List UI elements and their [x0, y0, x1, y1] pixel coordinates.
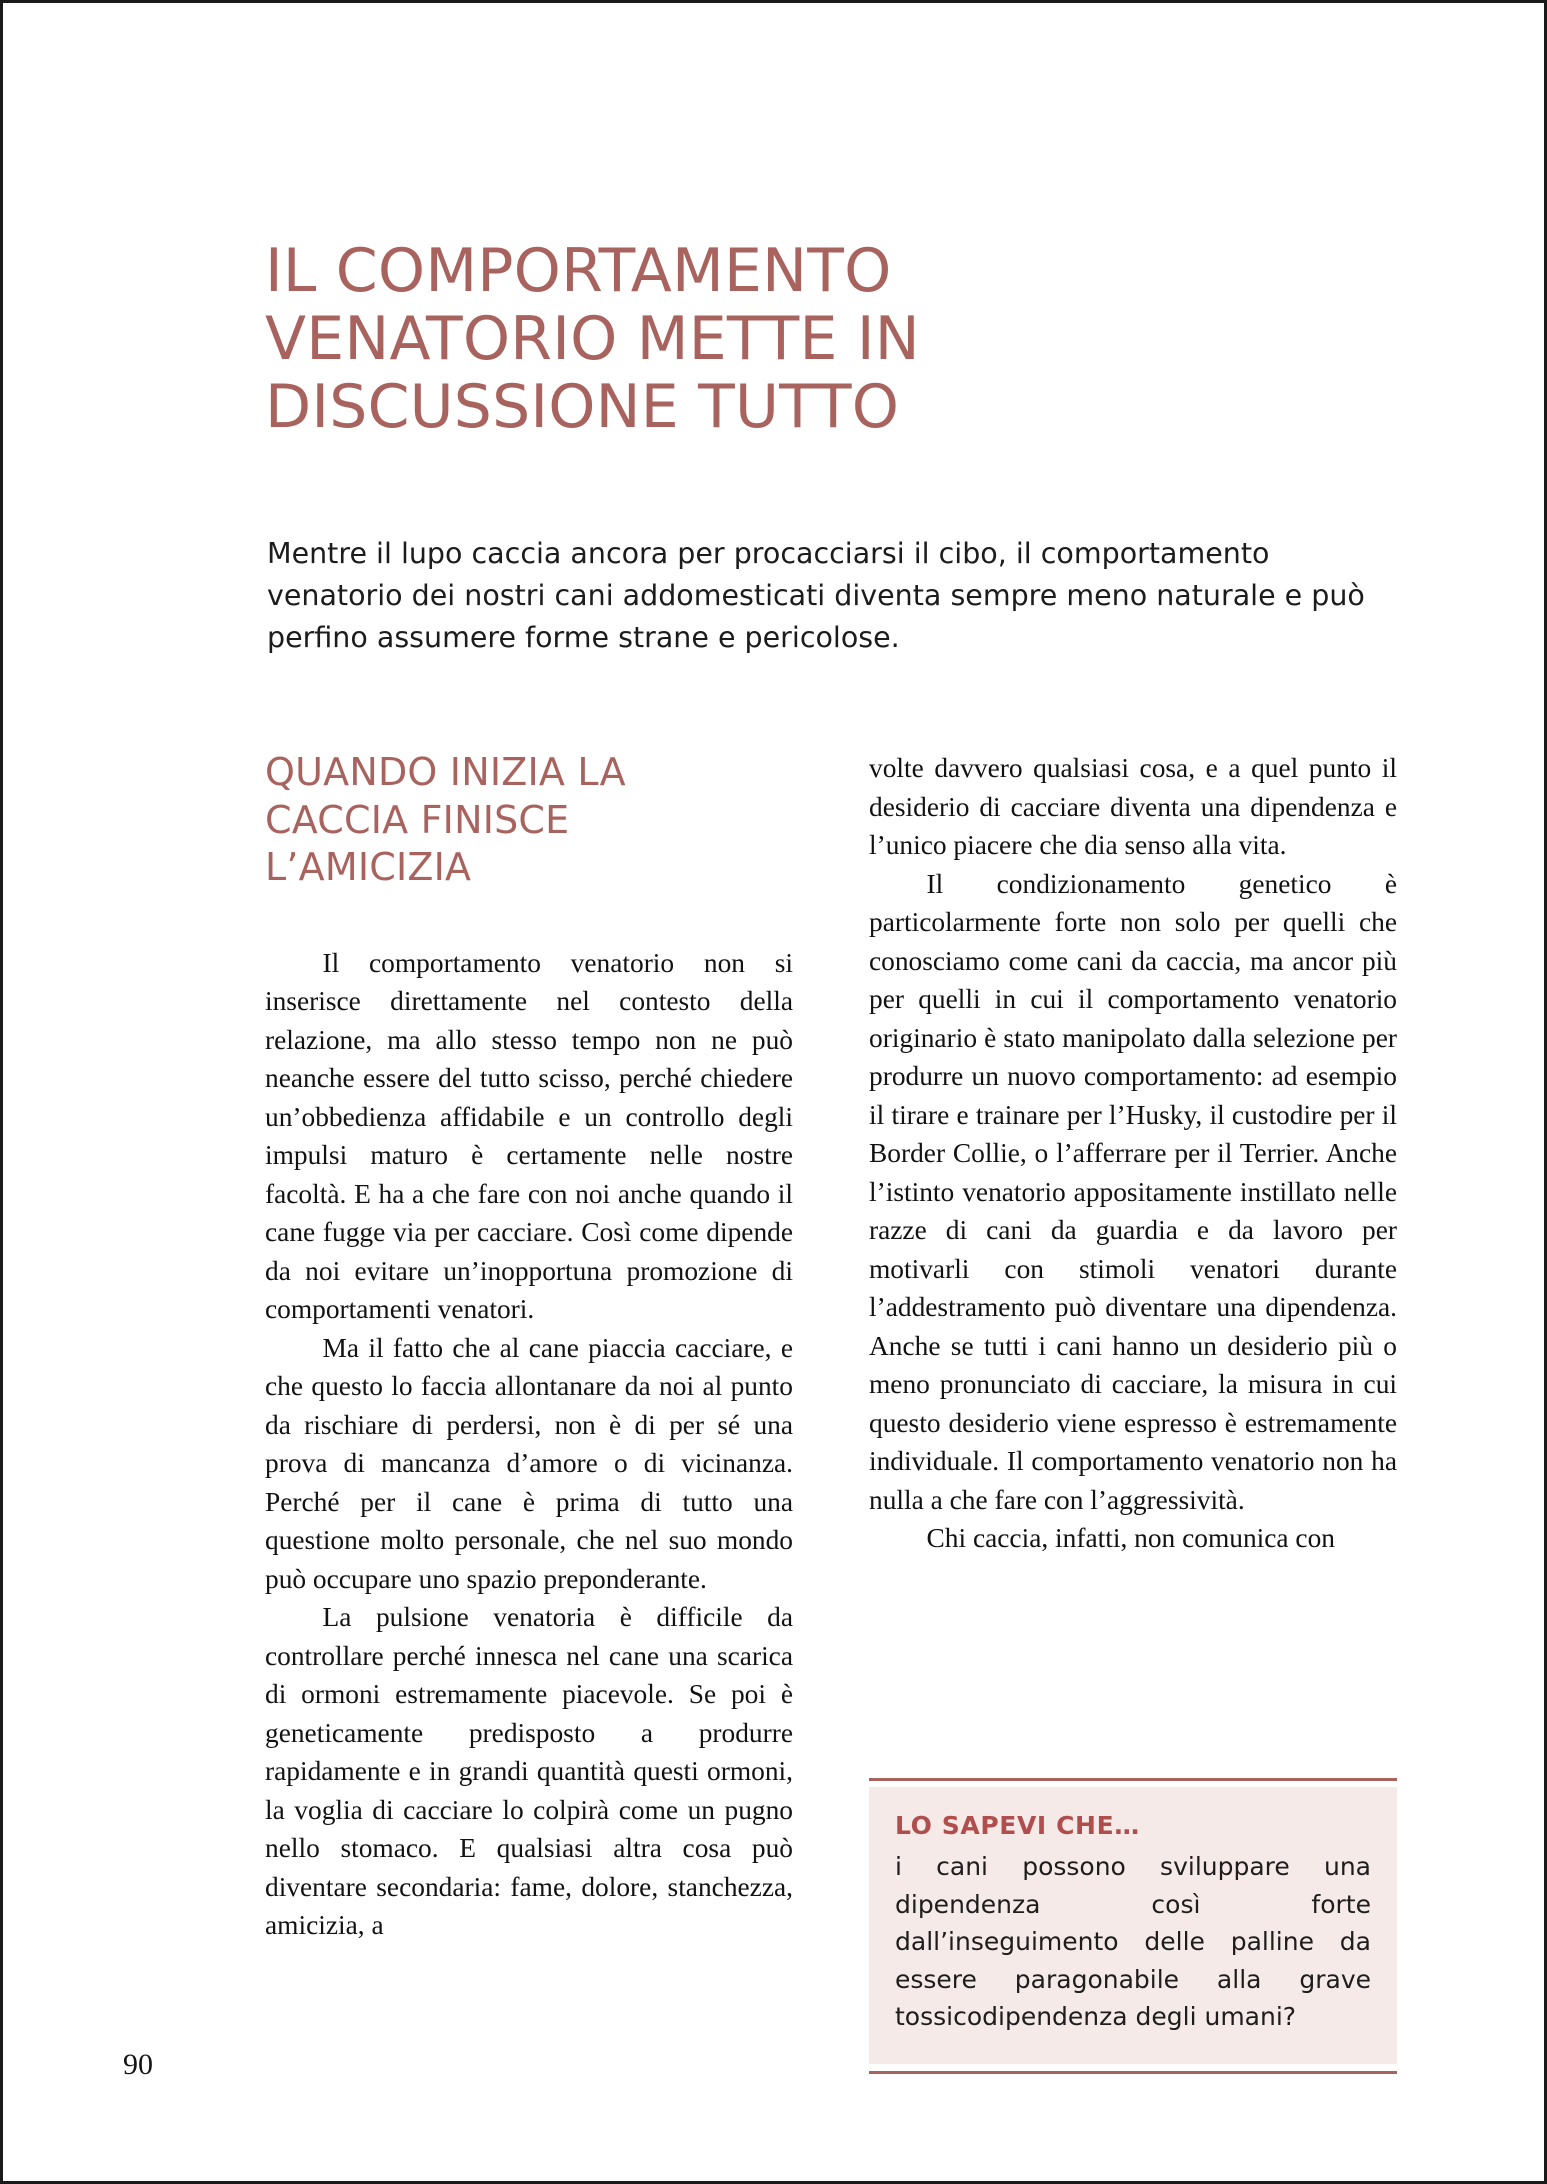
right-column [869, 749, 1397, 1558]
callout-body: i cani possono sviluppare una dipendenza così forte dall’inseguimento delle palline da essere paragonabile alla grave tossicodipendenza degli umani? [895, 1852, 1371, 2031]
left-column [265, 749, 793, 1945]
section-heading-line-3: L’AMICIZIA [265, 845, 472, 889]
article-deck: Mentre il lupo caccia ancora per procacciarsi il cibo, il comportamento venatorio dei nostri cani addomesticati diventa sempre meno naturale e può perfino assumere forme strane e pericolose. [267, 537, 1365, 655]
page-title-line-1: IL COMPORTAMENTO [265, 236, 892, 306]
page-title [265, 238, 1265, 441]
paragraph: La pulsione venatoria è difficile da controllare perché innesca nel cane una scarica di ormoni estremamente piacevole. Se poi è geneticamente predisposto a produrre rapidamente e in grandi quantità questi ormoni, la voglia di cacciare lo colpirà come un pugno nello stomaco. E qualsiasi altra cosa può diventare secondaria: fame, dolore, stanchezza, amicizia, a [265, 1602, 793, 1940]
page-title-line-2: VENATORIO METTE IN [265, 303, 920, 374]
paragraph: Ma il fatto che al cane piaccia cacciare, e che questo lo faccia allontanare da noi al punto da rischiare di perdersi, non è di per sé una prova di mancanza d’amore o di vicinanza. Perché per il cane è prima di tutto una questione molto personale, che nel suo mondo può occupare uno spazio preponderante. [265, 1332, 793, 1594]
page-content-area [265, 3, 1417, 2184]
paragraph: Chi caccia, infatti, non comunica con [926, 1523, 1335, 1553]
did-you-know-callout [869, 1778, 1397, 2074]
page-number: 90 [123, 2048, 153, 2081]
paragraph: volte davvero qualsiasi cosa, e a quel punto il desiderio di cacciare diventa una dipendenza e l’unico piacere che dia senso alla vita. [869, 753, 1397, 860]
section-heading-line-2: CACCIA FINISCE [265, 797, 570, 842]
callout-title: LO SAPEVI CHE… [895, 1811, 1140, 1840]
callout-inner [869, 1787, 1397, 2064]
paragraph: Il comportamento venatorio non si inserisce direttamente nel contesto della relazione, ma allo stesso tempo non ne può neanche essere del tutto scisso, perché chiedere un’obbedienza affidabile e un controllo degli impulsi maturo è certamente nelle nostre facoltà. E ha a che fare con noi anche quando il cane fugge via per cacciare. Così come dipende da noi evitare un’inopportuna promozione di comportamenti venatori. [265, 947, 793, 1324]
page-title-line-3: DISCUSSIONE TUTTO [265, 371, 900, 442]
section-heading-line-1: QUANDO INIZIA LA [265, 750, 626, 794]
section-heading [265, 749, 793, 892]
paragraph: Il condizionamento genetico è particolarmente forte non solo per quelli che conosciamo come cani da caccia, ma ancor più per quelli in cui il comportamento venatorio originario è stato manipolato dalla selezione per produrre un nuovo comportamento: ad esempio il tirare e trainare per l’Husky, il custodire per il Border Collie, o l’afferrare per il Terrier. Anche l’istinto venatorio appositamente instillato nelle razze di cani da guardia e da lavoro per motivarli con stimoli venatori durante l’addestramento può diventare una dipendenza. Anche se tutti i cani hanno un desiderio più o meno pronunciato di cacciare, la misura in cui questo desiderio viene espresso è estremamente individuale. Il comportamento venatorio non ha nulla a che fare con l’aggressività. [869, 868, 1397, 1515]
